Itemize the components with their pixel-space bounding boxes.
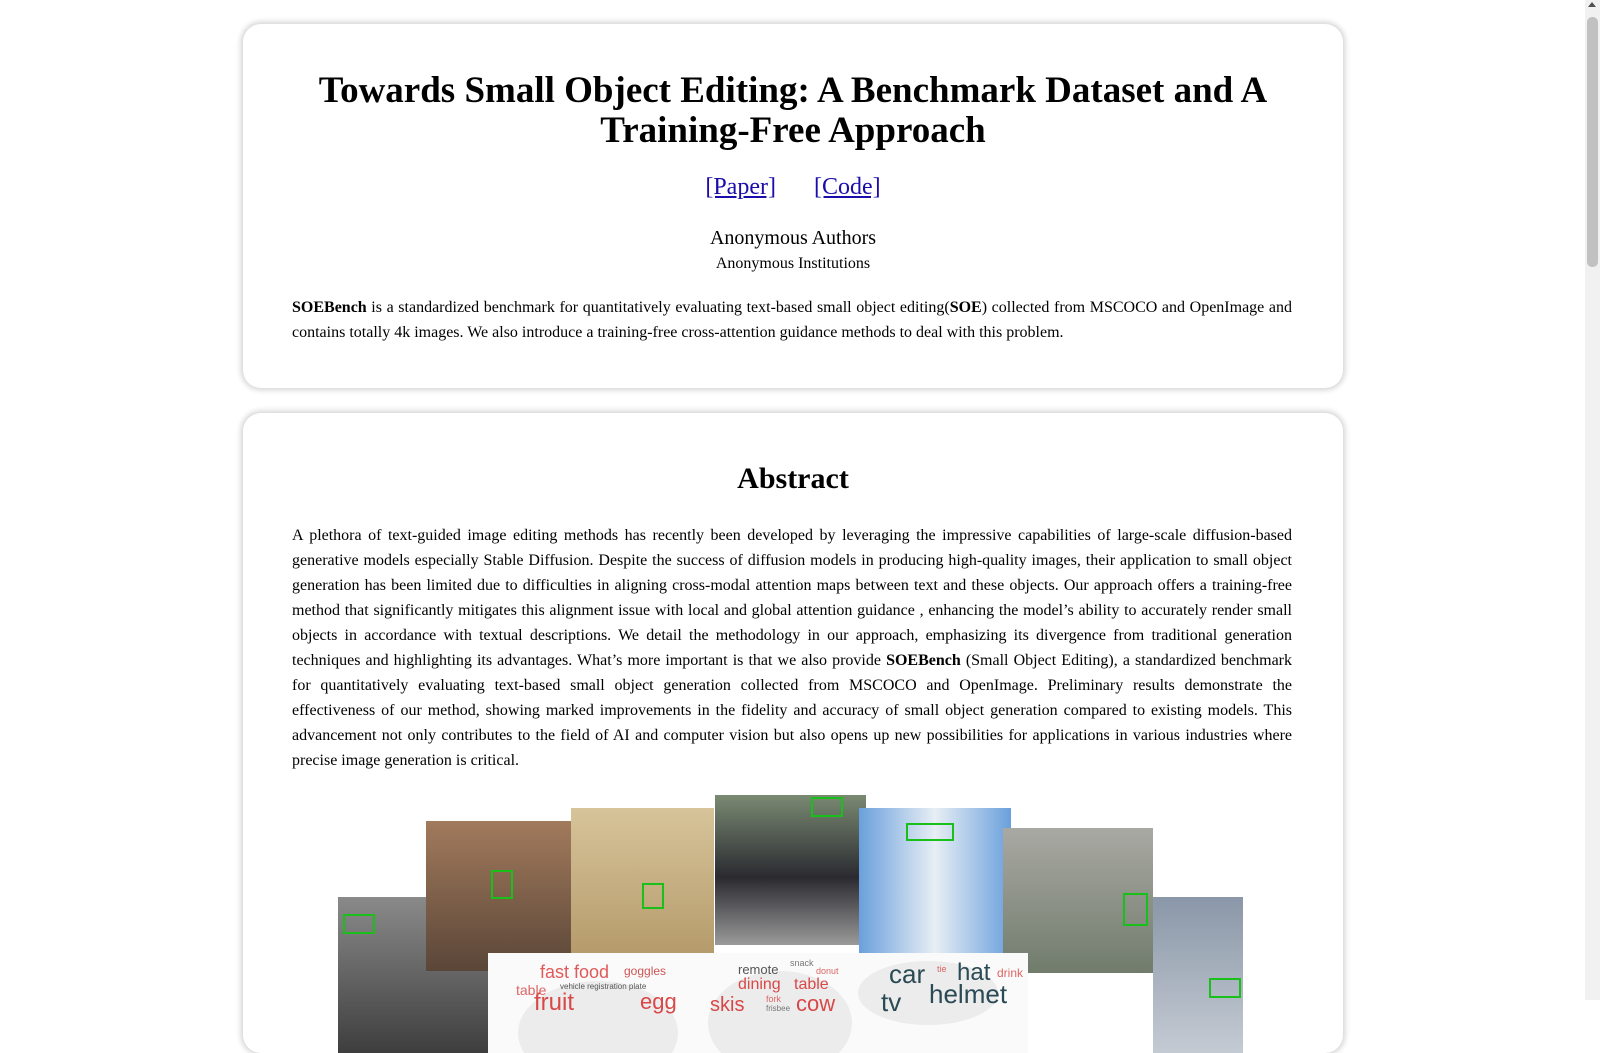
cloud-word: helmet [929, 979, 1008, 1009]
word-cloud-3 [853, 953, 1028, 1053]
cloud-word: tie [937, 964, 947, 974]
cloud-word: skis [710, 994, 745, 1016]
bbox-sky [906, 823, 954, 841]
image-tile-blank [1028, 973, 1153, 1053]
cloud-word: goggles [624, 964, 667, 978]
word-cloud-2 [708, 953, 853, 1053]
intro-text-2: ) collected from MSCOCO and OpenImage and contains totally 4k images. We also introduce a training-free cross-attention guidance methods to deal with this problem. [292, 299, 1292, 341]
cloud-word: frisbee [766, 1004, 791, 1013]
cloud-word: remote [738, 962, 779, 977]
cloud-word: vehicle registration plate [560, 982, 647, 991]
cloud-word: fast food [540, 962, 610, 982]
cloud-word: hat [957, 959, 991, 986]
cloud-word: fruit [534, 989, 575, 1016]
bbox-car [811, 797, 843, 817]
intro-bold-soebench: SOEBench [292, 299, 367, 316]
authors: Anonymous Authors [709, 227, 877, 249]
image-tile-building [1153, 897, 1243, 1053]
cloud-word: tv [881, 987, 902, 1017]
institutions: Anonymous Institutions [715, 255, 871, 272]
paper-link[interactable]: [Paper] [705, 174, 776, 200]
abstract-text-2: (Small Object Editing), a standardized benchmark for quantitatively evaluating text-based small object generation collected from MSCOCO and OpenImage. Preliminary results demonstrate the effectiveness of our method, showing marked improvements in the fidelity and accuracy of small object generation compared to existing models. This advancement not only contributes to the field of AI and computer vision but also opens up new possibilities for applications in various industries where precise image generation is critical. [292, 652, 1293, 769]
link-row [243, 172, 1343, 202]
bbox-sofa [491, 870, 513, 899]
abstract-card [243, 413, 1343, 1053]
cloud-word: fork [766, 994, 782, 1004]
intro-paragraph [292, 295, 1292, 345]
cloud-word: table [516, 982, 547, 998]
word-cloud-1 [488, 953, 708, 1053]
image-tile-car [715, 795, 866, 945]
bbox-cyclists [1123, 893, 1148, 926]
cloud-word: egg [640, 989, 677, 1014]
bbox-field [642, 883, 664, 909]
intro-bold-soe: SOE [949, 299, 982, 316]
bbox-airport [343, 914, 375, 934]
cloud-word: dining [738, 976, 781, 993]
code-link[interactable]: [Code] [813, 174, 881, 200]
scrollbar-thumb[interactable] [1587, 17, 1598, 267]
abstract-text-1: A plethora of text-guided image editing methods has recently been developed by leveraging the impressive capabilities of large-scale diffusion-based generative models especially Stable Diffusion. Despite the success of diffusion models in producing high-quality images, their application to small object generation has been limited due to difficulties in aligning cross-modal attention maps between text and these objects. Our approach offers a training-free method that significantly mitigates this alignment issue with local and global attention guidance , enhancing the model’s ability to accurately render small objects in accordance with textual descriptions. We detail the methodology in our approach, emphasizing its divergence from traditional generation techniques and highlighting its advantages. What’s more important is that we also provide [292, 527, 1292, 669]
abstract-heading: Abstract [737, 462, 849, 495]
cloud-word: snack [790, 958, 814, 968]
cloud-word: car [889, 959, 926, 989]
header-card [243, 24, 1343, 388]
cloud-word: drink [997, 966, 1024, 980]
page-scrollbar[interactable] [1585, 0, 1600, 1000]
dataset-figure [243, 413, 1343, 1053]
intro-text-1: is a standardized benchmark for quantitatively evaluating text-based small object editing( [366, 299, 950, 316]
cloud-word: cow [796, 991, 836, 1016]
abstract-bold-soebench: SOEBench [886, 652, 961, 669]
scroll-up-arrow-icon[interactable] [1588, 2, 1596, 7]
cloud-word: table [794, 976, 829, 993]
page-title: Towards Small Object Editing: A Benchmark Dataset and A Training-Free Approach [318, 70, 1268, 151]
bbox-building [1209, 978, 1241, 998]
cloud-word: donut [816, 966, 839, 976]
